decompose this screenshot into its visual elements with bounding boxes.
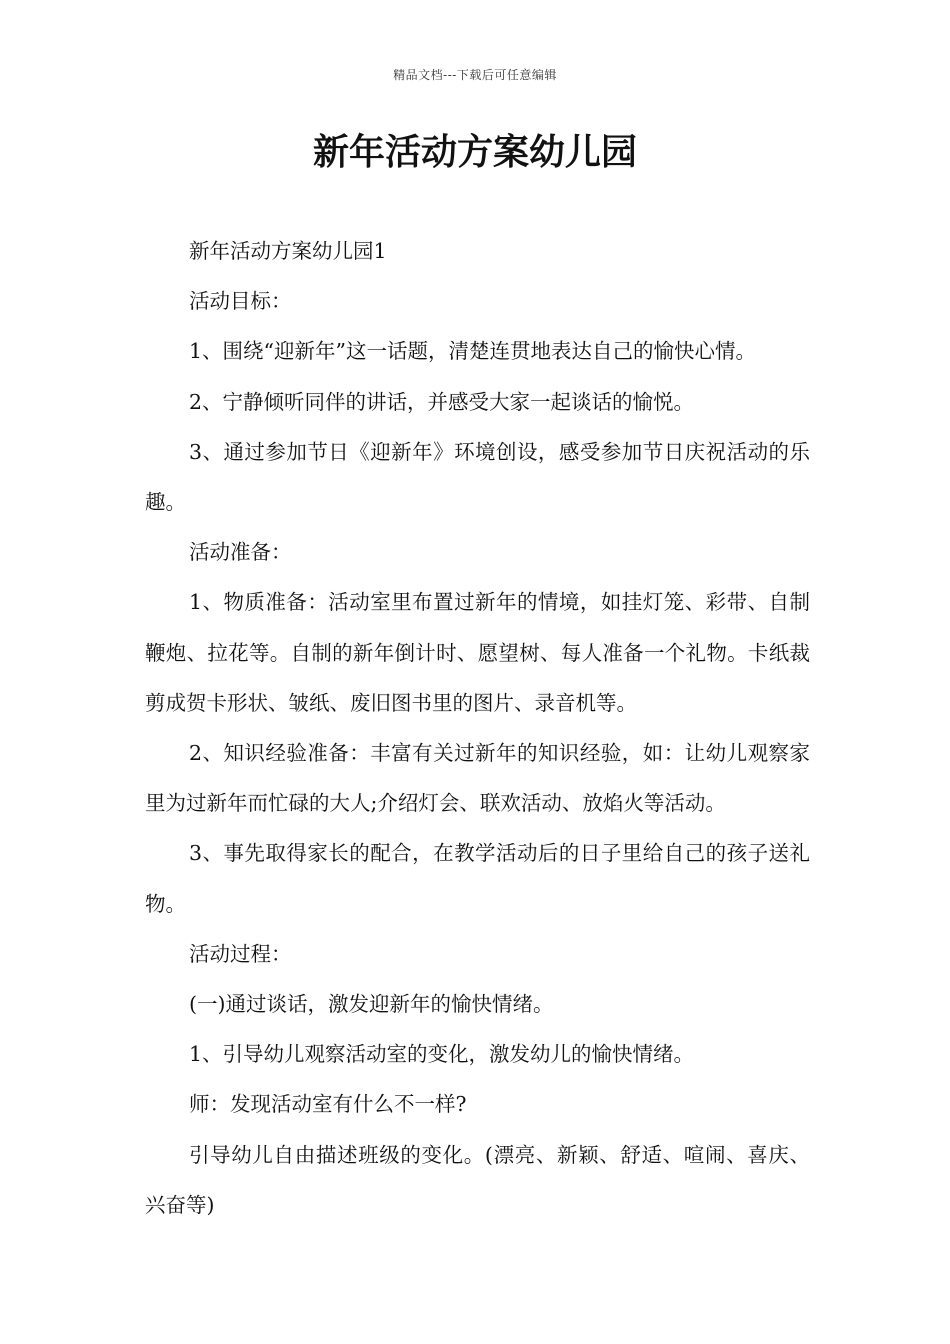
paragraph: (一)通过谈话，激发迎新年的愉快情绪。 [189,992,554,1017]
paragraph: 3、事先取得家长的配合，在教学活动后的日子里给自己的孩子送礼物。 [145,841,810,916]
paragraph: 1、围绕“迎新年”这一话题，清楚连贯地表达自己的愉快心情。 [189,339,757,364]
subheading-process: 活动过程： [189,941,292,966]
subheading-goals: 活动目标： [189,289,292,314]
paragraph: 师：发现活动室有什么不一样? [189,1092,467,1117]
paragraph: 2、知识经验准备：丰富有关过新年的知识经验，如：让幼儿观察家里为过新年而忙碌的大人;介绍灯会、联欢活动、放焰火等活动。 [145,741,810,816]
paragraph: 引导幼儿自由描述班级的变化。(漂亮、新颖、舒适、喧闹、喜庆、兴奋等) [145,1142,810,1217]
paragraph: 2、宁静倾听同伴的讲话，并感受大家一起谈话的愉悦。 [189,389,695,414]
document-body [145,226,810,1230]
subheading-preparation: 活动准备： [189,540,292,565]
paragraph: 1、物质准备：活动室里布置过新年的情境，如挂灯笼、彩带、自制鞭炮、拉花等。自制的新年倒计时、愿望树、每人准备一个礼物。卡纸裁剪成贺卡形状、皱纸、废旧图书里的图片、录音机等。 [145,590,810,715]
section-heading: 新年活动方案幼儿园1 [189,239,387,263]
header-note: 精品文档---下载后可任意编辑 [393,68,557,82]
paragraph: 1、引导幼儿观察活动室的变化，激发幼儿的愉快情绪。 [189,1042,695,1067]
document-title: 新年活动方案幼儿园 [312,132,637,173]
paragraph: 3、通过参加节日《迎新年》环境创设，感受参加节日庆祝活动的乐趣。 [145,439,810,515]
